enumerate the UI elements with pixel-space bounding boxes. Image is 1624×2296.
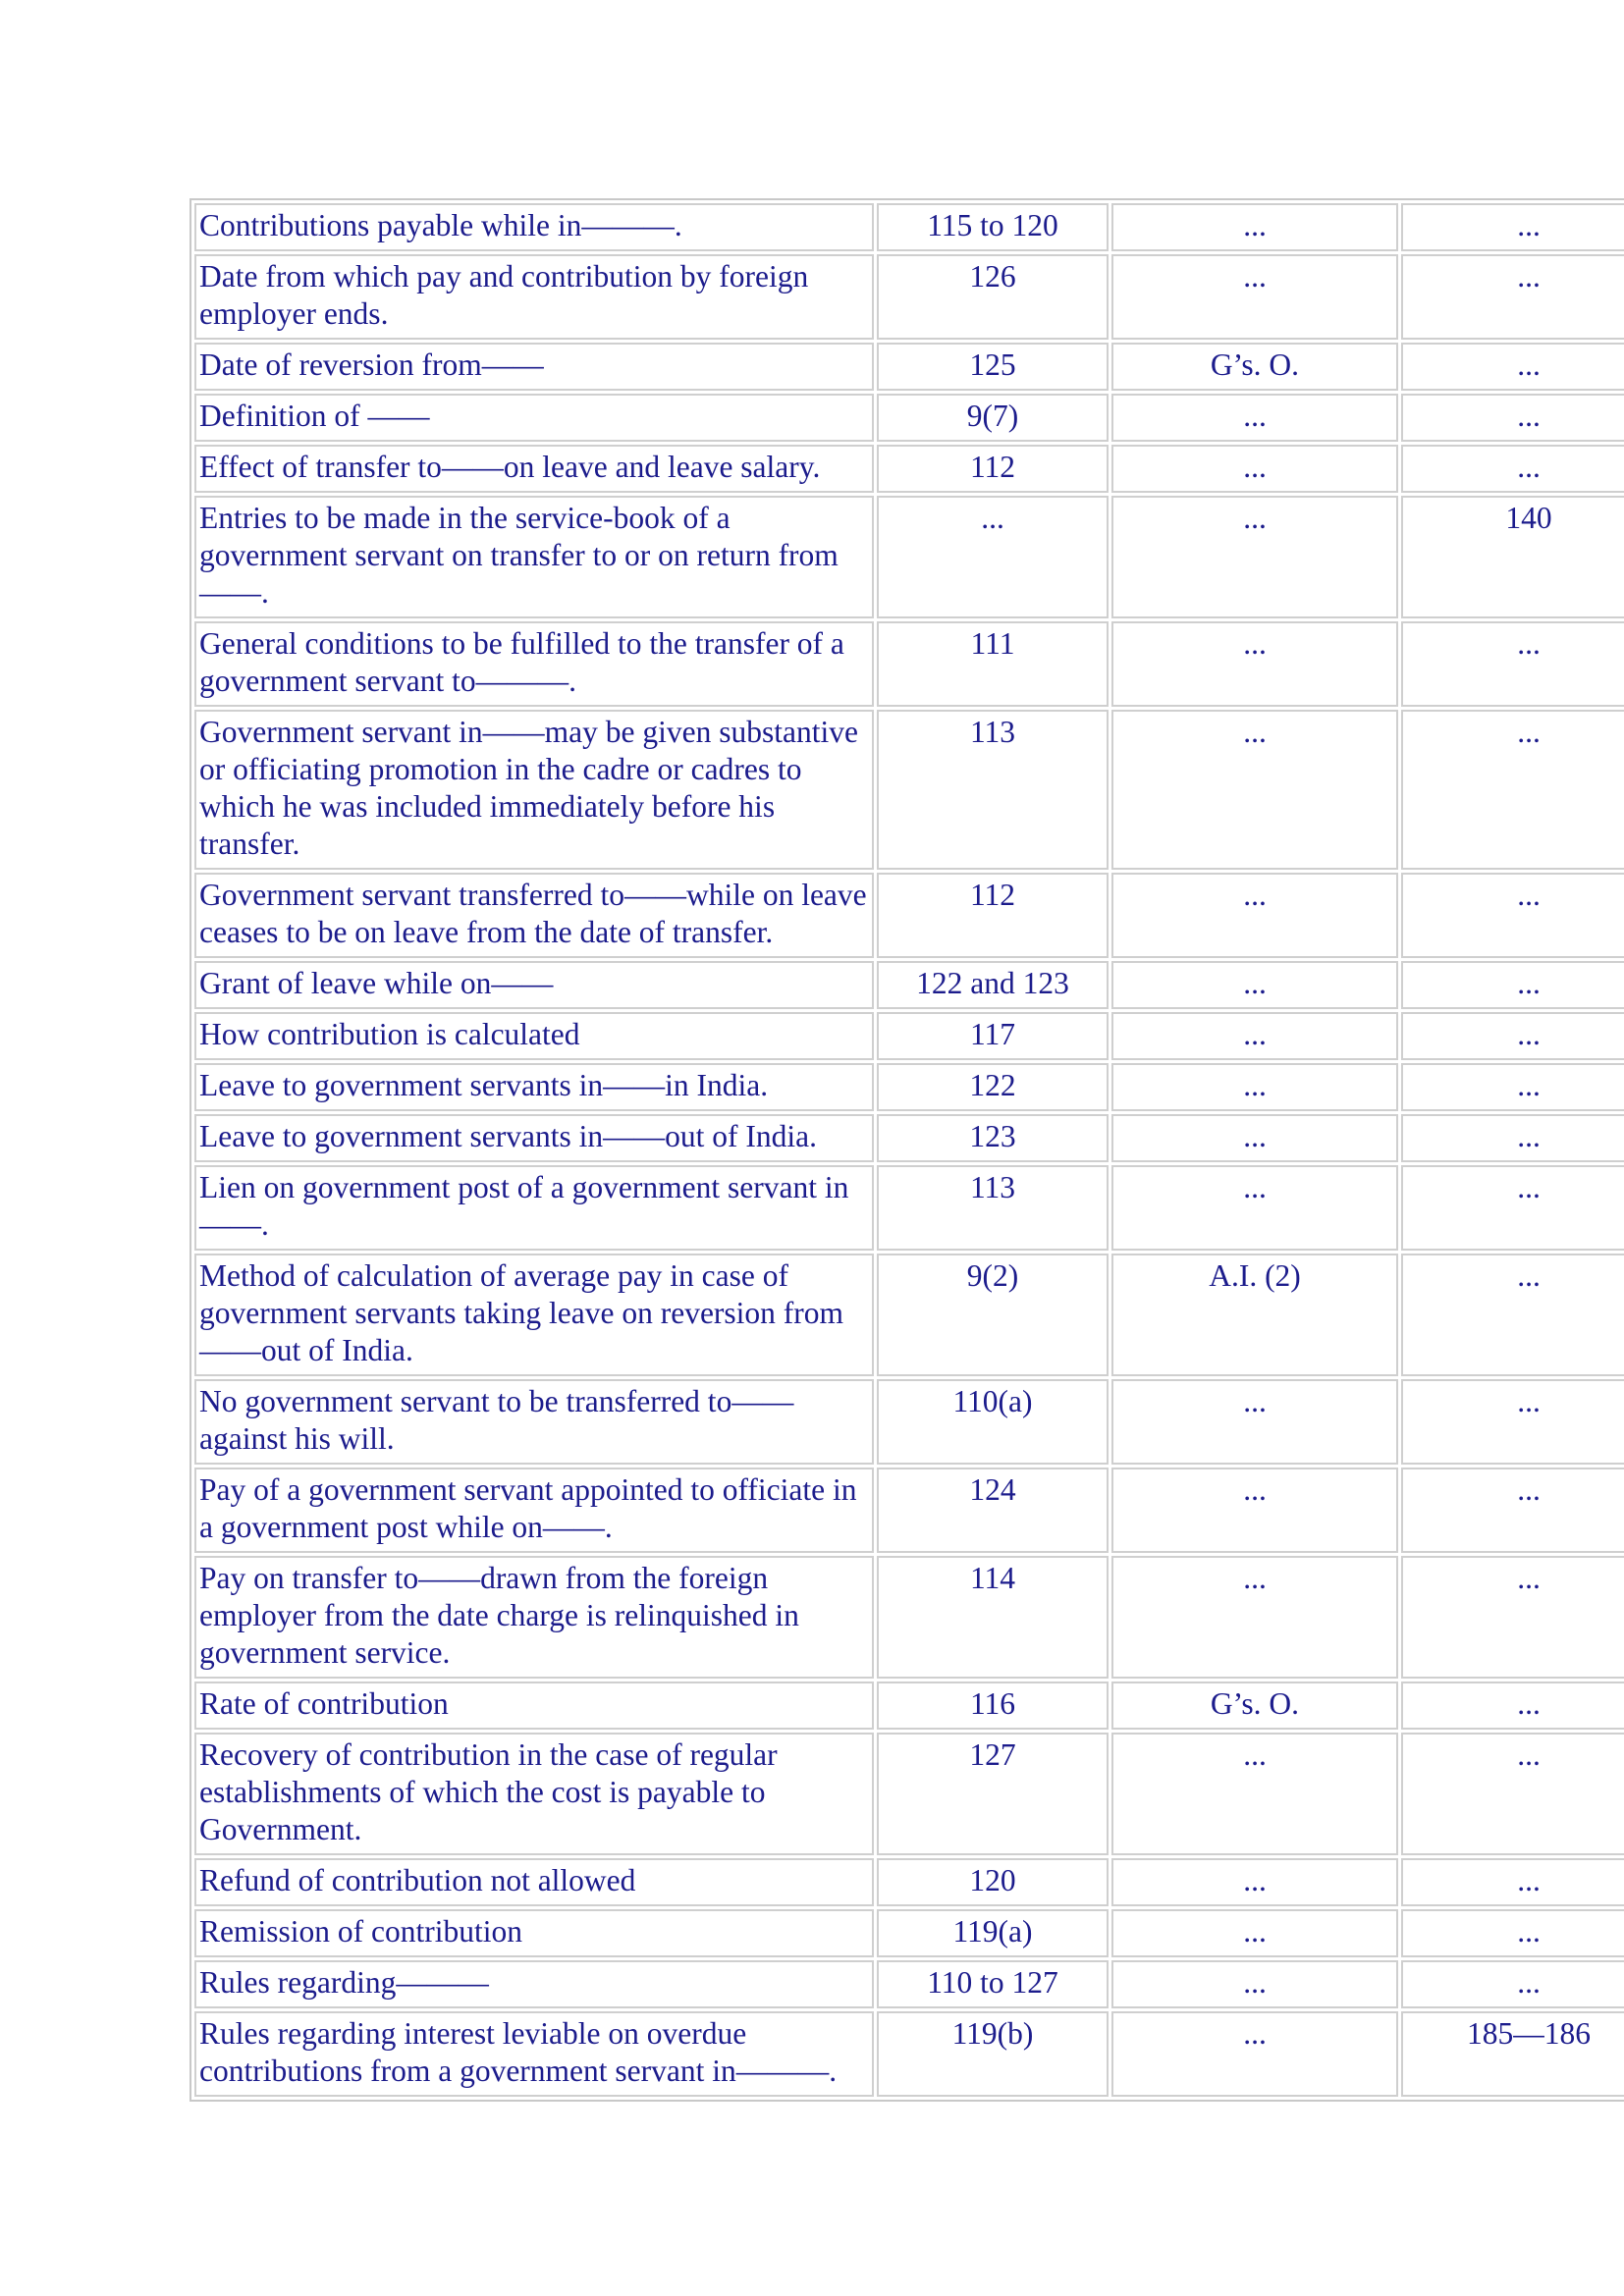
table-row — [194, 1556, 1624, 1679]
page-cell: 185—186 — [1401, 2011, 1624, 2097]
subject-cell: Recovery of contribution in the case of regular establishments of which the cost is payable to Government. — [194, 1733, 874, 1855]
page-cell: ... — [1401, 1960, 1624, 2008]
subject-cell: Effect of transfer to——on leave and leave salary. — [194, 445, 874, 493]
subject-cell: Lien on government post of a government servant in——. — [194, 1165, 874, 1251]
subject-cell: How contribution is calculated — [194, 1012, 874, 1060]
page-cell: ... — [1401, 1379, 1624, 1465]
table-row — [194, 710, 1624, 870]
rule-cell: 113 — [877, 710, 1109, 870]
order-cell: ... — [1111, 1858, 1398, 1906]
table-row — [194, 1858, 1624, 1906]
page-cell: ... — [1401, 1556, 1624, 1679]
rule-cell: ... — [877, 496, 1109, 618]
rule-cell: 126 — [877, 254, 1109, 340]
table-row — [194, 203, 1624, 251]
index-table — [189, 198, 1624, 2102]
subject-cell: No government servant to be transferred to—— against his will. — [194, 1379, 874, 1465]
table-row — [194, 1114, 1624, 1162]
rule-cell: 112 — [877, 445, 1109, 493]
order-cell: ... — [1111, 1165, 1398, 1251]
subject-cell: Grant of leave while on—— — [194, 961, 874, 1009]
page-cell: ... — [1401, 873, 1624, 958]
page-cell: ... — [1401, 1012, 1624, 1060]
order-cell: ... — [1111, 394, 1398, 442]
page-cell: ... — [1401, 1858, 1624, 1906]
order-cell: ... — [1111, 1556, 1398, 1679]
rule-cell: 9(2) — [877, 1254, 1109, 1376]
table-row — [194, 394, 1624, 442]
rule-cell: 110(a) — [877, 1379, 1109, 1465]
order-cell: ... — [1111, 621, 1398, 707]
subject-cell: Entries to be made in the service-book of a government servant on transfer to or on return from——. — [194, 496, 874, 618]
table-row — [194, 621, 1624, 707]
page-cell: ... — [1401, 1733, 1624, 1855]
page-cell: ... — [1401, 1114, 1624, 1162]
rule-cell: 119(b) — [877, 2011, 1109, 2097]
rule-cell: 116 — [877, 1682, 1109, 1730]
table-row — [194, 1012, 1624, 1060]
order-cell: ... — [1111, 203, 1398, 251]
order-cell: ... — [1111, 1468, 1398, 1553]
order-cell: ... — [1111, 1379, 1398, 1465]
table-row — [194, 445, 1624, 493]
table-row — [194, 1733, 1624, 1855]
page-cell: ... — [1401, 343, 1624, 391]
rule-cell: 110 to 127 — [877, 1960, 1109, 2008]
rule-cell: 111 — [877, 621, 1109, 707]
subject-cell: Definition of —— — [194, 394, 874, 442]
order-cell: ... — [1111, 1909, 1398, 1957]
subject-cell: Pay on transfer to——drawn from the foreign employer from the date charge is relinquished in government service. — [194, 1556, 874, 1679]
rule-cell: 124 — [877, 1468, 1109, 1553]
table-row — [194, 343, 1624, 391]
rule-cell: 113 — [877, 1165, 1109, 1251]
order-cell: ... — [1111, 1960, 1398, 2008]
order-cell: G’s. O. — [1111, 1682, 1398, 1730]
page-cell: ... — [1401, 394, 1624, 442]
subject-cell: Rules regarding interest leviable on overdue contributions from a government servant in———. — [194, 2011, 874, 2097]
table-row — [194, 961, 1624, 1009]
page-cell: ... — [1401, 1682, 1624, 1730]
table-row — [194, 1063, 1624, 1111]
order-cell: ... — [1111, 961, 1398, 1009]
order-cell: ... — [1111, 496, 1398, 618]
page-cell: ... — [1401, 254, 1624, 340]
page-cell: 140 — [1401, 496, 1624, 618]
page-cell: ... — [1401, 1165, 1624, 1251]
table-row — [194, 1909, 1624, 1957]
table-row — [194, 1254, 1624, 1376]
index-table-body — [194, 203, 1624, 2097]
page-cell: ... — [1401, 1909, 1624, 1957]
subject-cell: Leave to government servants in——out of India. — [194, 1114, 874, 1162]
rule-cell: 117 — [877, 1012, 1109, 1060]
page-cell: ... — [1401, 1254, 1624, 1376]
order-cell: G’s. O. — [1111, 343, 1398, 391]
rule-cell: 125 — [877, 343, 1109, 391]
order-cell: ... — [1111, 254, 1398, 340]
rule-cell: 115 to 120 — [877, 203, 1109, 251]
table-row — [194, 1682, 1624, 1730]
rule-cell: 122 and 123 — [877, 961, 1109, 1009]
rule-cell: 9(7) — [877, 394, 1109, 442]
page-cell: ... — [1401, 1063, 1624, 1111]
subject-cell: General conditions to be fulfilled to the transfer of a government servant to———. — [194, 621, 874, 707]
subject-cell: Contributions payable while in———. — [194, 203, 874, 251]
page-cell: ... — [1401, 203, 1624, 251]
page-cell: ... — [1401, 1468, 1624, 1553]
subject-cell: Date of reversion from—— — [194, 343, 874, 391]
rule-cell: 119(a) — [877, 1909, 1109, 1957]
order-cell: A.I. (2) — [1111, 1254, 1398, 1376]
page-cell: ... — [1401, 961, 1624, 1009]
subject-cell: Government servant in——may be given substantive or officiating promotion in the cadre or cadres to which he was included immediately before his transfer. — [194, 710, 874, 870]
subject-cell: Date from which pay and contribution by foreign employer ends. — [194, 254, 874, 340]
order-cell: ... — [1111, 1733, 1398, 1855]
subject-cell: Government servant transferred to——while on leave ceases to be on leave from the date of transfer. — [194, 873, 874, 958]
table-row — [194, 1960, 1624, 2008]
page-cell: ... — [1401, 445, 1624, 493]
table-row — [194, 2011, 1624, 2097]
subject-cell: Refund of contribution not allowed — [194, 1858, 874, 1906]
order-cell: ... — [1111, 1063, 1398, 1111]
table-row — [194, 496, 1624, 618]
rule-cell: 123 — [877, 1114, 1109, 1162]
order-cell: ... — [1111, 873, 1398, 958]
order-cell: ... — [1111, 1114, 1398, 1162]
rule-cell: 120 — [877, 1858, 1109, 1906]
order-cell: ... — [1111, 1012, 1398, 1060]
table-row — [194, 254, 1624, 340]
table-row — [194, 1468, 1624, 1553]
rule-cell: 122 — [877, 1063, 1109, 1111]
order-cell: ... — [1111, 445, 1398, 493]
table-row — [194, 1165, 1624, 1251]
subject-cell: Rate of contribution — [194, 1682, 874, 1730]
subject-cell: Method of calculation of average pay in case of government servants taking leave on reversion from——out of India. — [194, 1254, 874, 1376]
subject-cell: Remission of contribution — [194, 1909, 874, 1957]
subject-cell: Rules regarding——— — [194, 1960, 874, 2008]
page-cell: ... — [1401, 710, 1624, 870]
order-cell: ... — [1111, 2011, 1398, 2097]
subject-cell: Leave to government servants in——in India. — [194, 1063, 874, 1111]
table-row — [194, 873, 1624, 958]
subject-cell: Pay of a government servant appointed to officiate in a government post while on——. — [194, 1468, 874, 1553]
table-row — [194, 1379, 1624, 1465]
page-cell: ... — [1401, 621, 1624, 707]
rule-cell: 127 — [877, 1733, 1109, 1855]
rule-cell: 114 — [877, 1556, 1109, 1679]
order-cell: ... — [1111, 710, 1398, 870]
rule-cell: 112 — [877, 873, 1109, 958]
